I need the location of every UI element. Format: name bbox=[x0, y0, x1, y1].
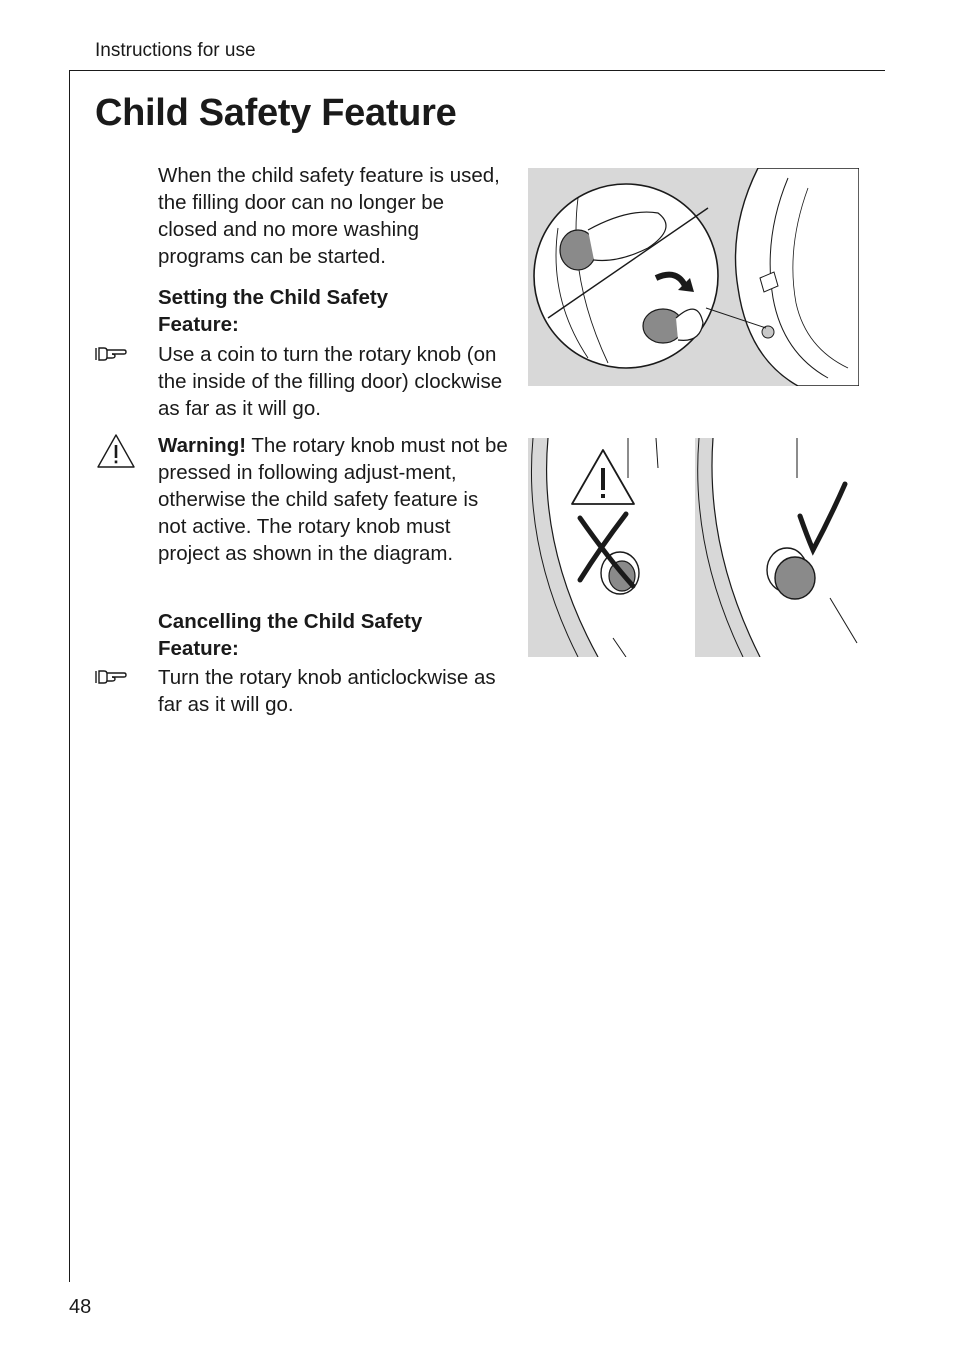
setting-heading-text: Setting the Child Safety Feature: bbox=[158, 286, 389, 336]
pointing-hand-icon bbox=[94, 668, 128, 686]
cancelling-heading bbox=[158, 608, 458, 662]
warning-triangle-icon bbox=[95, 432, 137, 470]
running-header: Instructions for use bbox=[95, 40, 256, 61]
setting-instruction bbox=[158, 341, 508, 422]
pointing-hand-icon bbox=[94, 345, 128, 363]
page-number: 48 bbox=[69, 1296, 92, 1318]
warning-label: Warning! bbox=[158, 434, 247, 457]
door-knob-illustration bbox=[528, 168, 859, 386]
warning-paragraph bbox=[158, 432, 508, 567]
cancelling-heading-text: Cancelling the Child Safety Feature: bbox=[158, 610, 423, 660]
header-rule bbox=[69, 70, 885, 71]
setting-heading bbox=[158, 284, 448, 338]
setting-instruction-text: Use a coin to turn the rotary knob (on the inside of the filling door) clockwise as far as it will go. bbox=[158, 343, 503, 420]
cancelling-instruction bbox=[158, 664, 508, 718]
knob-wrong-position-illustration bbox=[528, 438, 688, 657]
knob-correct-position-illustration bbox=[695, 438, 859, 657]
cancelling-instruction-text: Turn the rotary knob anticlockwise as far as it will go. bbox=[158, 666, 496, 716]
intro-paragraph bbox=[158, 162, 508, 270]
warning-text: The rotary knob must not be pressed in following adjust-ment, otherwise the child safety feature is not active. The rotary knob must project as shown in the diagram. bbox=[158, 434, 508, 565]
margin-rule bbox=[69, 70, 70, 1282]
page-title: Child Safety Feature bbox=[95, 92, 457, 134]
intro-text: When the child safety feature is used, the filling door can no longer be closed and no more washing programs can be started. bbox=[158, 164, 500, 268]
